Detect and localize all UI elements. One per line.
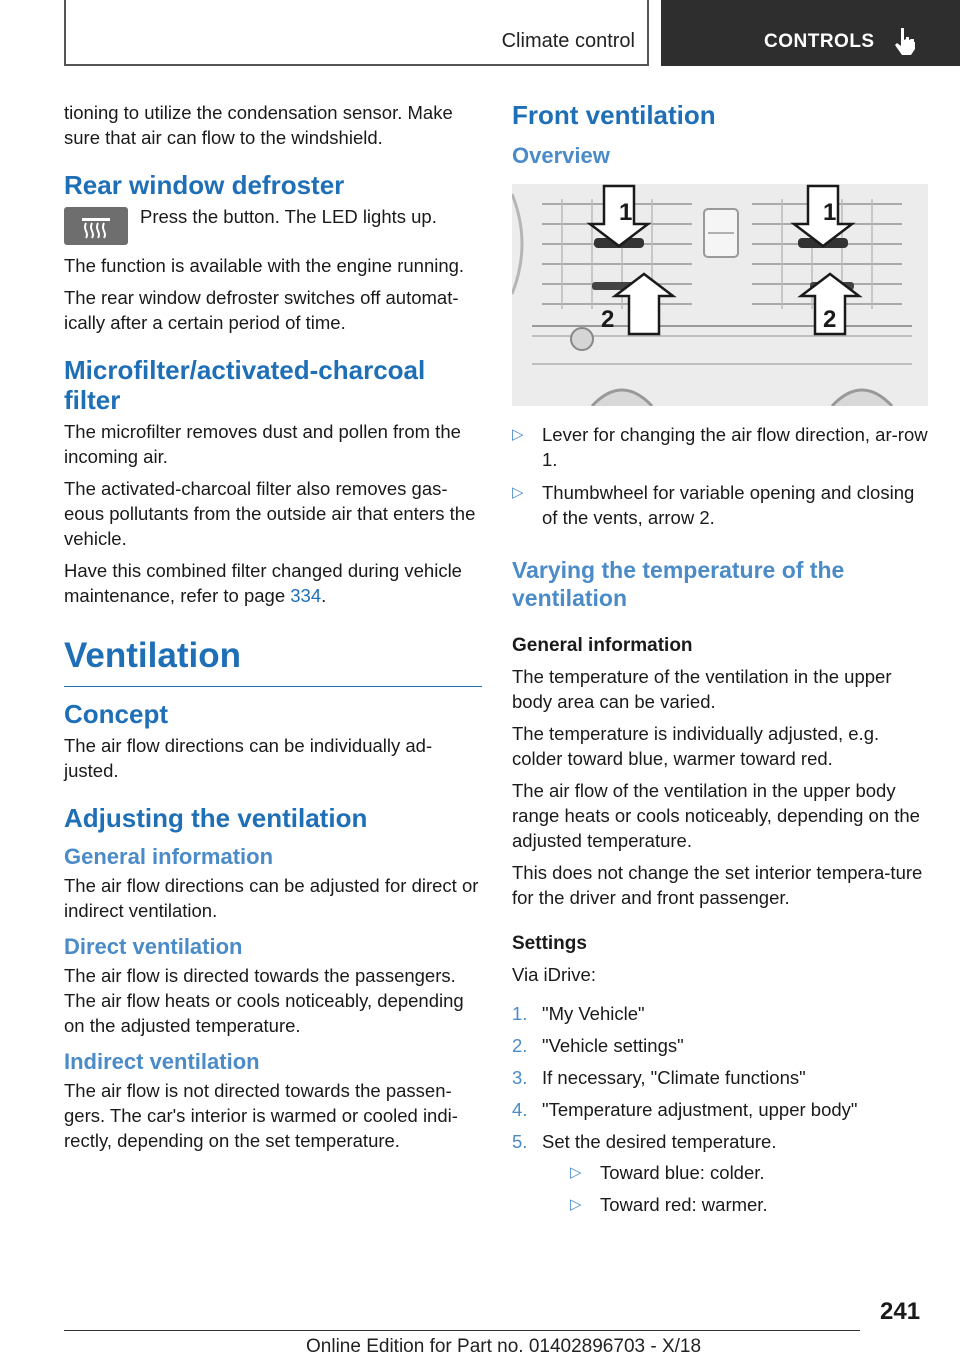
overview-heading: Overview	[512, 143, 610, 168]
list-item	[570, 1192, 930, 1217]
general-p2: The temperature is individually adjusted, e.g. colder toward blue, warmer toward red.	[512, 723, 880, 769]
page-link-334[interactable]: 334	[290, 585, 322, 606]
step-number: 4.	[512, 1099, 528, 1120]
general-p4: This does not change the set interior tempera-ture for the driver and front passenger.	[512, 862, 923, 908]
step-number: 5.	[512, 1131, 528, 1152]
general-p3: The air flow of the ventilation in the upper body range heats or cools noticeably, depending on the adjusted temperature.	[512, 780, 920, 851]
step-text: "Temperature adjustment, upper body"	[542, 1099, 858, 1120]
triangle-right-icon: ▷	[570, 1196, 582, 1213]
rear-defroster-heading: Rear window defroster	[64, 170, 345, 200]
overview-list	[512, 422, 930, 530]
concept-text: The air flow directions can be individually ad-justed.	[64, 735, 433, 781]
list-item	[512, 1065, 930, 1090]
microfilter-p3	[64, 558, 482, 608]
temperature-sub-list	[570, 1160, 930, 1217]
list-item-text: Toward blue: colder.	[600, 1162, 765, 1183]
microfilter-p1: The microfilter removes dust and pollen from the incoming air.	[64, 421, 461, 467]
footer-divider	[64, 1330, 860, 1331]
indirect-ventilation-text: The air flow is not directed towards the passen-gers. The car's interior is warmed or cooled indi-rectly, depending on the set temperature.	[64, 1080, 458, 1151]
triangle-right-icon: ▷	[570, 1164, 582, 1181]
ventilation-divider	[64, 686, 482, 687]
list-item-text: Thumbwheel for variable opening and closing of the vents, arrow 2.	[542, 482, 915, 528]
figure-label-2b: 2	[823, 306, 837, 333]
settings-heading: Settings	[512, 933, 587, 954]
general-info-text: The air flow directions can be adjusted for direct or indirect ventilation.	[64, 875, 479, 921]
step-text: Set the desired temperature.	[542, 1131, 777, 1152]
concept-heading: Concept	[64, 699, 168, 729]
microfilter-p3-end: .	[321, 585, 327, 606]
pointing-hand-icon	[893, 26, 919, 56]
rear-defroster-row	[64, 204, 482, 245]
left-column	[64, 100, 482, 1160]
intro-text: tioning to utilize the condensation sensor. Make sure that air can flow to the windshield.	[64, 102, 453, 148]
general-info-subheading: General information	[512, 635, 693, 656]
list-item-text: Toward red: warmer.	[600, 1194, 768, 1215]
list-item	[570, 1160, 930, 1185]
vent-illustration	[512, 184, 928, 406]
list-item	[512, 480, 930, 530]
list-item	[512, 1033, 930, 1058]
step-text: If necessary, "Climate functions"	[542, 1067, 806, 1088]
settings-intro: Via iDrive:	[512, 964, 596, 985]
triangle-right-icon: ▷	[512, 426, 524, 443]
header-section-title: Climate control	[501, 30, 635, 52]
microfilter-p3-text: Have this combined filter changed during vehicle maintenance, refer to page	[64, 560, 462, 606]
vent-figure	[512, 184, 928, 406]
general-p1: The temperature of the ventilation in the upper body area can be varied.	[512, 666, 892, 712]
list-item	[512, 1129, 930, 1217]
list-item-text: Lever for changing the air flow direction, ar-row 1.	[542, 424, 928, 470]
step-text: "Vehicle settings"	[542, 1035, 684, 1056]
rear-defrost-icon	[64, 207, 128, 245]
footer-edition: Online Edition for Part no. 01402896703 - X/18	[306, 1336, 702, 1357]
settings-steps	[512, 1001, 930, 1217]
rear-defroster-p1: The function is available with the engine running.	[64, 255, 465, 276]
microfilter-heading: Microfilter/activated-charcoal filter	[64, 355, 426, 415]
header-section-box	[64, 0, 649, 66]
list-item	[512, 1097, 930, 1122]
list-item	[512, 1001, 930, 1026]
figure-label-1b: 1	[823, 199, 837, 226]
step-number: 1.	[512, 1003, 528, 1024]
step-number: 2.	[512, 1035, 528, 1056]
right-column	[512, 100, 930, 1224]
figure-label-2a: 2	[601, 306, 615, 333]
varying-temp-heading: Varying the temperature of the ventilation	[512, 557, 845, 611]
header-chapter-label: CONTROLS	[764, 31, 875, 52]
ventilation-heading: Ventilation	[64, 636, 241, 675]
rear-defrost-button[interactable]	[64, 207, 128, 245]
microfilter-p2: The activated-charcoal filter also removes gas-eous pollutants from the outside air that enters the vehicle.	[64, 478, 476, 549]
list-item	[512, 422, 930, 472]
direct-ventilation-text: The air flow is directed towards the passengers. The air flow heats or cools noticeably, depending on the adjusted temperature.	[64, 965, 464, 1036]
rear-defroster-button-text: Press the button. The LED lights up.	[140, 206, 437, 227]
direct-ventilation-heading: Direct ventilation	[64, 934, 243, 959]
rear-defroster-p2: The rear window defroster switches off automat-ically after a certain period of time.	[64, 287, 459, 333]
header-chapter-tab[interactable]	[661, 0, 960, 66]
figure-label-1a: 1	[619, 199, 633, 226]
step-number: 3.	[512, 1067, 528, 1088]
general-info-heading: General information	[64, 844, 274, 869]
triangle-right-icon: ▷	[512, 484, 524, 501]
adjusting-heading: Adjusting the ventilation	[64, 803, 368, 833]
page-number: 241	[880, 1298, 921, 1325]
indirect-ventilation-heading: Indirect ventilation	[64, 1049, 260, 1074]
front-ventilation-heading: Front ventilation	[512, 100, 716, 130]
step-text: "My Vehicle"	[542, 1003, 645, 1024]
